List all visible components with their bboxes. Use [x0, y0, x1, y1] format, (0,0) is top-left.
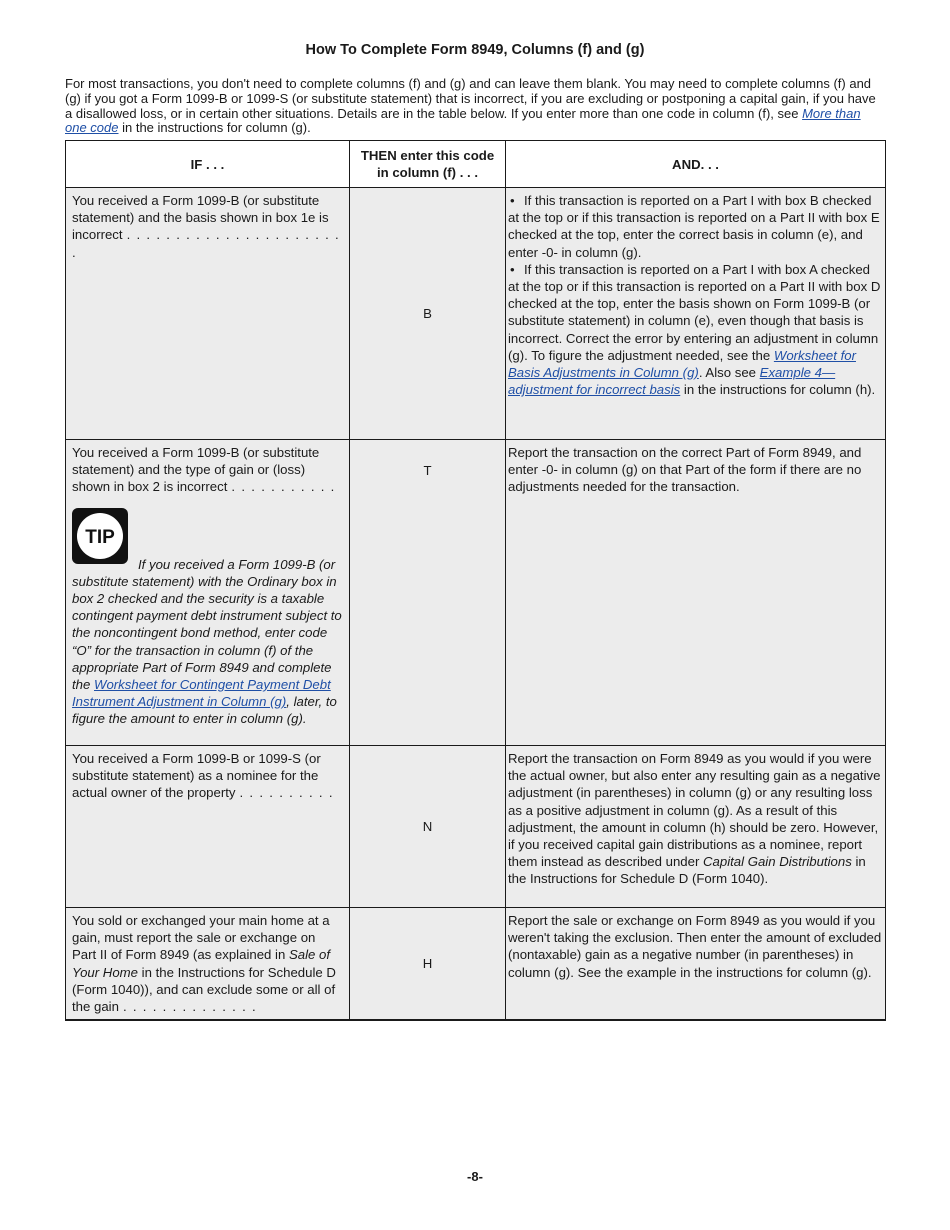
leader-dots: . . . . . . . . . . . . . . . . . . . . . . . — [72, 227, 341, 260]
tip-label: TIP — [85, 526, 115, 548]
code-cell: B — [350, 188, 506, 440]
tip-text — [72, 556, 343, 728]
and-text-mid: . Also see — [698, 365, 760, 381]
bullet-item — [508, 192, 882, 261]
and-text-end: in the instructions for column (h). — [680, 382, 876, 398]
and-italic-text: Capital Gain Distributions — [703, 854, 852, 870]
bullet-icon: • — [510, 261, 515, 277]
intro-text-end: in the instructions for column (g). — [118, 120, 311, 136]
header-if: IF . . . — [66, 141, 350, 188]
and-cell — [506, 746, 886, 908]
and-cell: Report the transaction on the correct Part of Form 8949, and enter -0- in column (g) on that Part of the form if there are no adjustments needed for the transaction. — [506, 440, 886, 746]
if-cell — [66, 440, 350, 746]
and-text: Report the transaction on Form 8949 as you would if you were the actual owner, but also enter any resulting gain as a negative adjustment (in parentheses) in column (g) or any resulting loss as a positive adjustment in column (g). As a result of this adjustment, the amount in column (h) should be zero. However, if you received capital gain distributions as a nominee, report them instead as described under — [508, 751, 881, 870]
if-text: You received a Form 1099-B or 1099-S (or substitute statement) as a nominee for the actual owner of the property — [72, 751, 321, 801]
worksheet-contingent-payment-link[interactable]: Worksheet for Contingent Payment Debt Instrument Adjustment in Column (g) — [72, 677, 331, 710]
bullet-icon: • — [510, 193, 515, 208]
code-cell: H — [350, 908, 506, 1020]
leader-dots: . . . . . . . . . . . — [231, 479, 336, 495]
if-italic-text: Sale of Your Home — [72, 947, 331, 980]
and-cell — [506, 188, 886, 440]
more-than-one-code-link[interactable]: More than one code — [65, 105, 861, 136]
table-row — [66, 908, 886, 1020]
leader-dots: . . . . . . . . . . — [239, 785, 334, 801]
tip-block — [72, 508, 343, 728]
page-title: How To Complete Form 8949, Columns (f) and (g) — [305, 42, 645, 58]
codes-table — [65, 140, 886, 1021]
leader-dots: . . . . . . . . . . . . . . — [122, 999, 257, 1015]
table-row — [66, 440, 886, 746]
tip-text-end: , later, to figure the amount to enter in column (g). — [72, 694, 337, 727]
page-number: -8- — [467, 1169, 483, 1184]
bullet-text: If this transaction is reported on a Part I with box A checked at the top or if this transaction is reported on a Part II with box D checked at the top, enter the basis shown on Form 1099-B (or substitute statement) in column (e), even though that basis is incorrect. Correct the error by entering an adjustment in column (g). To figure the adjustment needed, see the — [508, 261, 881, 363]
example-4-link[interactable]: Example 4—adjustment for incorrect basis — [508, 365, 836, 398]
table-row — [66, 188, 886, 440]
if-cell — [66, 746, 350, 908]
tip-text-body: If you received a Form 1099-B (or substitute statement) with the Ordinary box in box 2 checked and the security is a taxable contingent payment debt instrument subject to the noncontingent bond method, enter code “O” for the transaction in column (f) of the appropriate Part of Form 8949 and complete the — [72, 556, 342, 693]
if-text: You received a Form 1099-B (or substitute statement) and the type of gain or (loss) shown in box 2 is incorrect — [72, 445, 320, 495]
if-text-end: in the Instructions for Schedule D (Form 1040)), and can exclude some or all of the gain — [72, 964, 336, 1015]
and-cell: Report the sale or exchange on Form 8949 as you would if you weren't taking the exclusion. Then enter the amount of excluded (nontaxable) gain as a negative number (in parentheses) in column (g). See the example in the instructions for column (g). — [506, 908, 886, 1020]
code-cell: T — [350, 440, 506, 746]
header-then: THEN enter this code in column (f) . . . — [350, 141, 506, 188]
if-text: You received a Form 1099-B (or substitute statement) and the basis shown in box 1e is incorrect — [72, 193, 329, 243]
and-text-end: in the Instructions for Schedule D (Form 1040). — [508, 854, 866, 887]
table-row — [66, 746, 886, 908]
if-cell — [66, 188, 350, 440]
code-cell: N — [350, 746, 506, 908]
intro-text: For most transactions, you don't need to complete columns (f) and (g) and can leave them blank. You may need to complete columns (f) and (g) if you got a Form 1099-B or 1099-S (or substitute statement) that is incorrect, if you are excluding or postponing a capital gain, if you have a disallowed loss, or in certain other situations. Details are in the table below. If you enter more than one code in column (f), see — [65, 76, 876, 121]
worksheet-basis-adjustments-link[interactable]: Worksheet for Basis Adjustments in Column (g) — [508, 347, 856, 381]
header-and: AND. . . — [506, 141, 886, 188]
if-text: You sold or exchanged your main home at a gain, must report the sale or exchange on Part II of Form 8949 (as explained in — [72, 913, 330, 963]
bullet-item — [508, 261, 882, 399]
if-cell — [66, 908, 350, 1020]
bullet-text: If this transaction is reported on a Part I with box B checked at the top or if this transaction is reported on a Part II with box E checked at the top, enter the correct basis in column (e), and enter -0- in column (g). — [508, 193, 880, 260]
intro-paragraph — [65, 77, 885, 136]
